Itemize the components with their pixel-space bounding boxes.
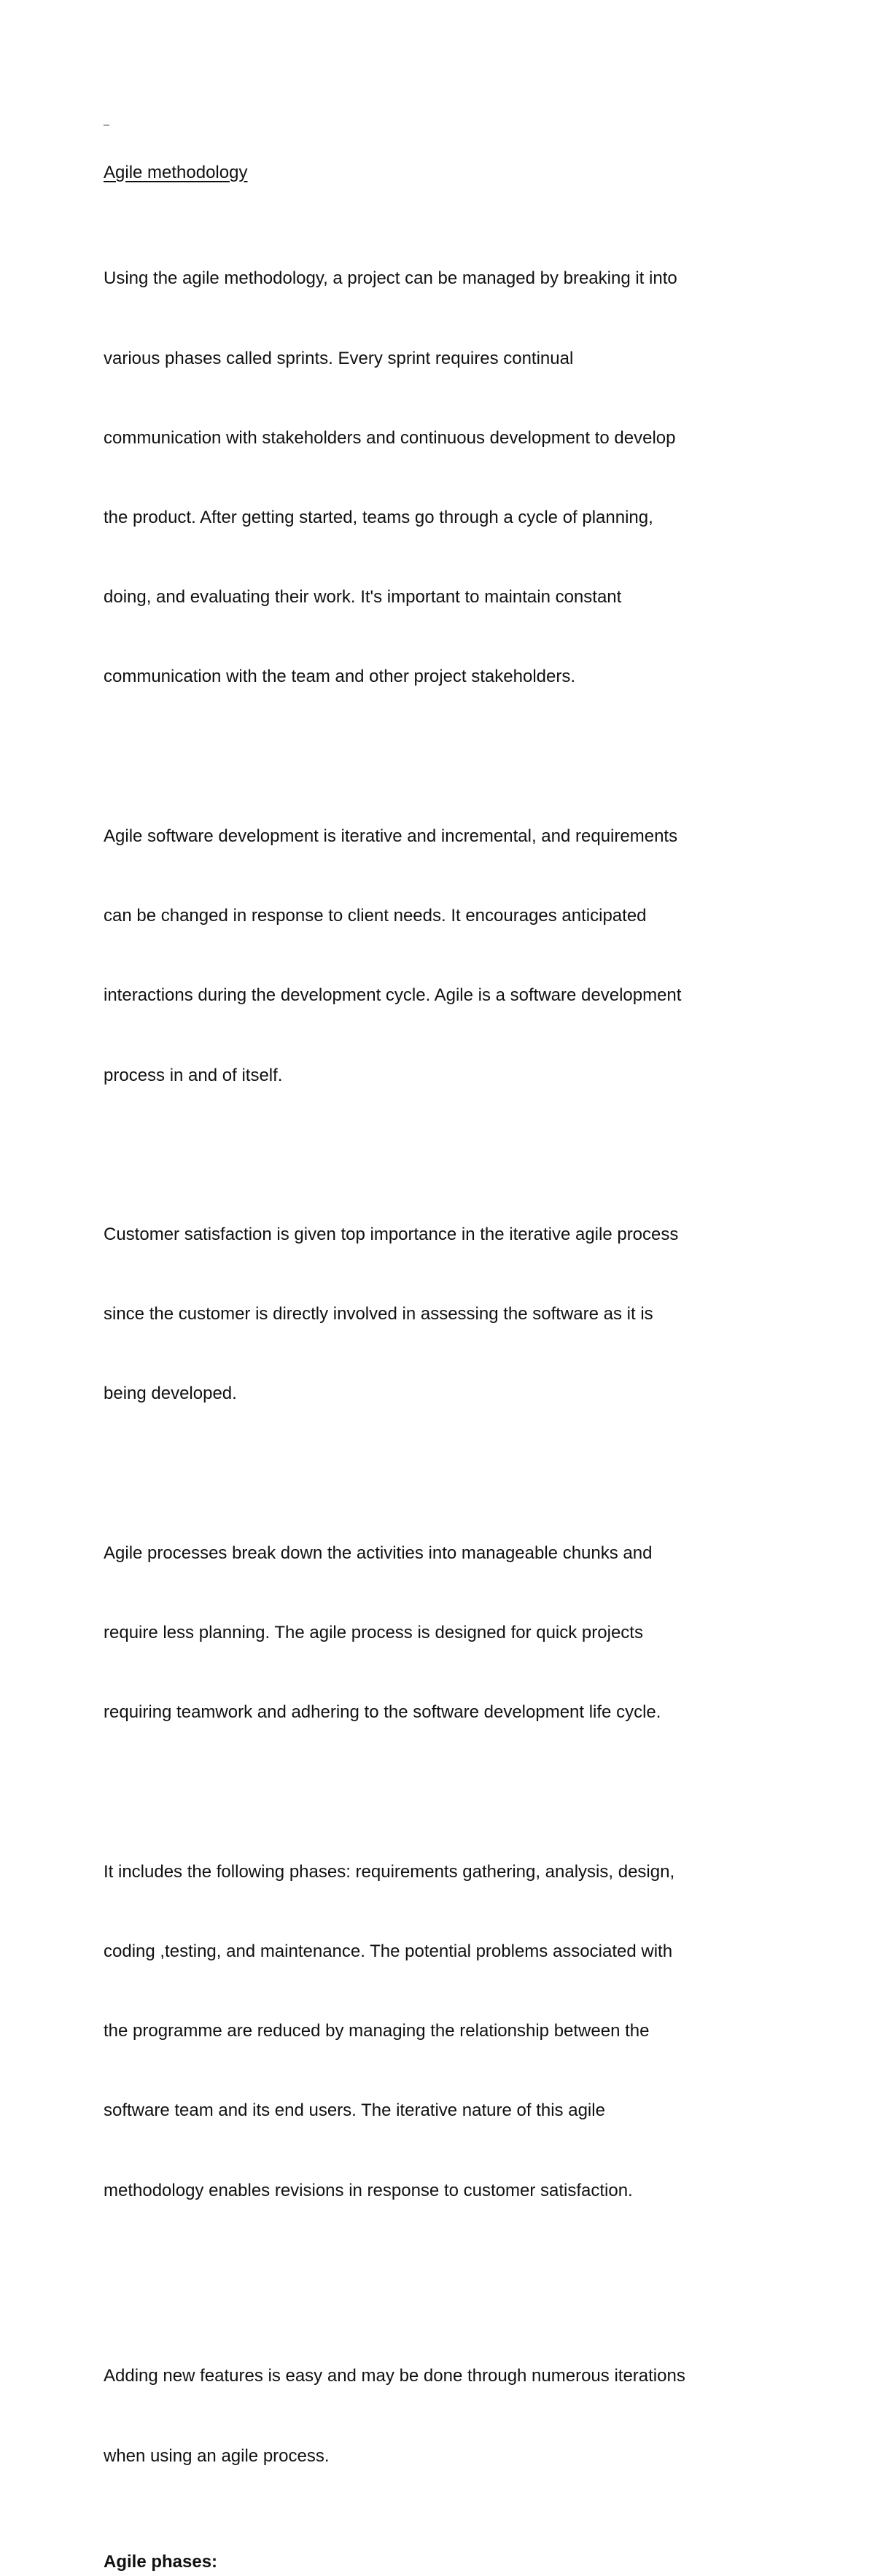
paragraph-iterative-development	[104, 770, 782, 1142]
paragraph-line: communication with stakeholders and continuous development to develop	[104, 427, 676, 448]
paragraph-line: the programme are reduced by managing the relationship between the	[104, 2021, 650, 2041]
paragraph-line: doing, and evaluating their work. It's important to maintain constant	[104, 587, 622, 608]
paragraph-line: It includes the following phases: requirements gathering, analysis, design,	[104, 1861, 675, 1882]
paragraph-line: when using an agile process.	[104, 2445, 330, 2466]
paragraph-line: coding ,testing, and maintenance. The potential problems associated with	[104, 1941, 673, 1961]
paragraph-manageable-chunks	[104, 1487, 782, 1779]
paragraph-sprints	[104, 213, 782, 744]
paragraph-line: methodology enables revisions in response to customer satisfaction.	[104, 2180, 633, 2200]
paragraph-line: software team and its end users. The iterative nature of this agile	[104, 2100, 605, 2121]
paragraph-phases-overview	[104, 1806, 782, 2257]
paragraph-line: require less planning. The agile process is designed for quick projects	[104, 1623, 643, 1643]
paragraph-line: Agile software development is iterative and incremental, and requirements	[104, 826, 678, 846]
paragraph-line: Adding new features is easy and may be done through numerous iterations	[104, 2366, 685, 2386]
paragraph-new-features	[104, 2311, 782, 2523]
paragraph-line: communication with the team and other project stakeholders.	[104, 667, 576, 687]
paragraph-customer-satisfaction	[104, 1168, 782, 1460]
paragraph-line: Agile processes break down the activities into manageable chunks and	[104, 1543, 653, 1563]
paragraph-line: the product. After getting started, teams go through a cycle of planning,	[104, 508, 653, 528]
paragraph-line: since the customer is directly involved in assessing the software as it is	[104, 1304, 653, 1324]
paragraph-line: interactions during the development cycle. Agile is a software development	[104, 985, 682, 1006]
paragraph-line: can be changed in response to client needs. It encourages anticipated	[104, 906, 647, 926]
paragraph-line: process in and of itself.	[104, 1065, 283, 1085]
paragraph-line: various phases called sprints. Every sprint requires continual	[104, 348, 574, 368]
agile-phases-heading: Agile phases:	[104, 2552, 218, 2572]
paragraph-line: requiring teamwork and adhering to the software development life cycle.	[104, 1702, 661, 1723]
paragraph-line: Customer satisfaction is given top importance in the iterative agile process	[104, 1224, 679, 1244]
paragraph-line: being developed.	[104, 1384, 237, 1404]
document-body	[104, 106, 782, 2576]
paragraph-line: Using the agile methodology, a project can be managed by breaking it into	[104, 268, 677, 289]
document-title: Agile methodology	[104, 162, 248, 182]
stray-underscore-mark: _	[104, 114, 109, 125]
